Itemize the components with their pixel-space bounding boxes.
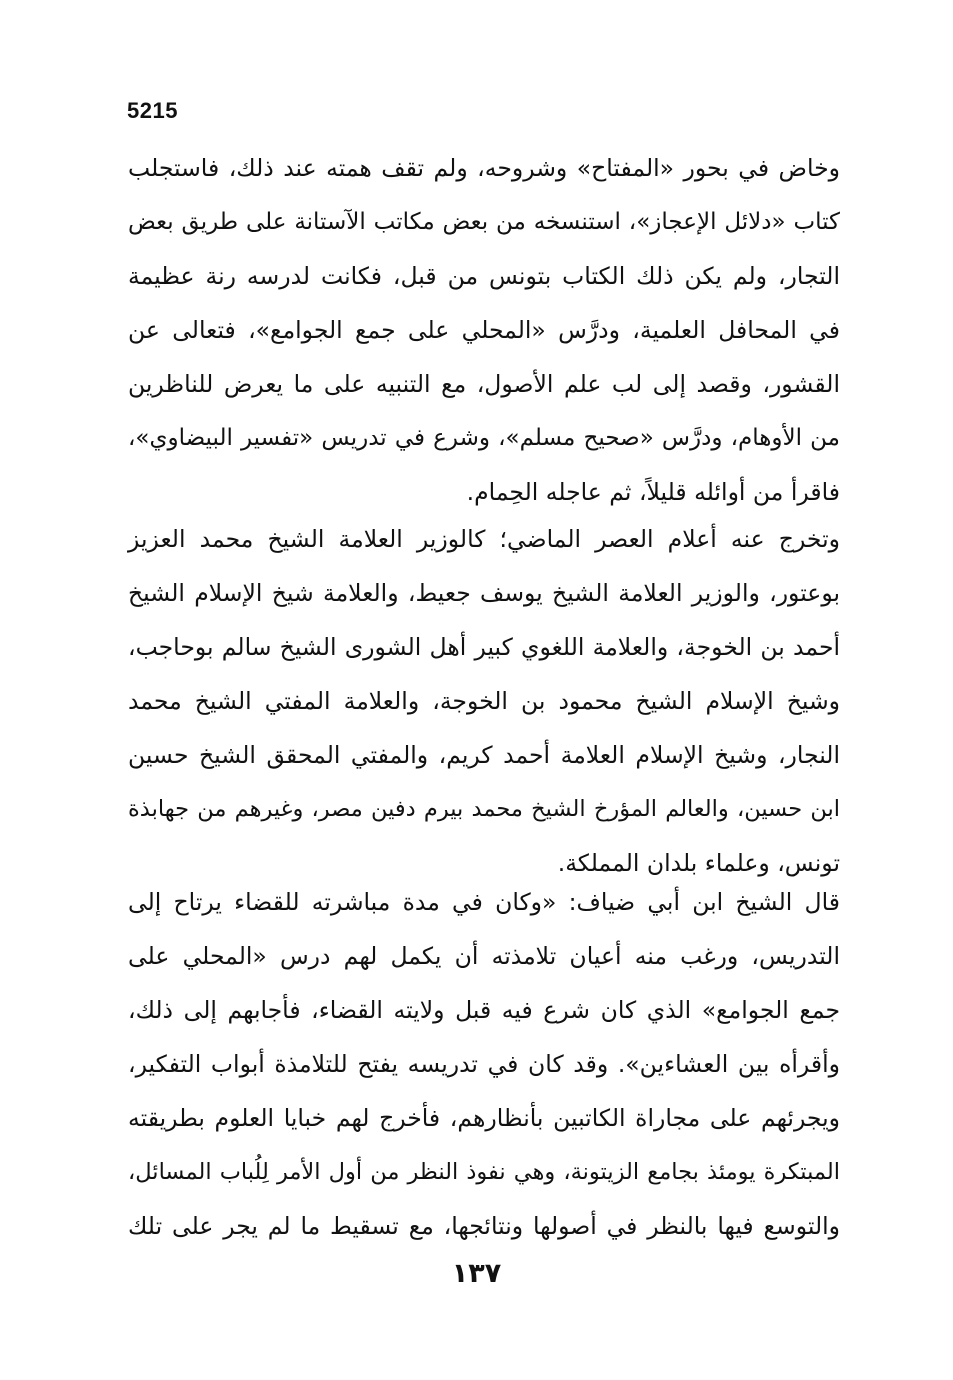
text-line: كتاب «دلائل الإعجاز»، استنسخه من بعض مكاتب الآستانة على طريق بعض — [128, 209, 840, 235]
text-line: من الأوهام، ودرَّس «صحيح مسلم»، وشرع في تدريس «تفسير البيضاوي»، — [128, 425, 840, 451]
text-line: بوعتور، والوزير العلامة الشيخ يوسف جعيط، والعلامة شيخ الإسلام الشيخ — [128, 579, 840, 607]
text-line: وأقرأه بين العشاءين». وقد كان في تدريسه يفتح للتلامذة أبواب التفكير، — [128, 1050, 840, 1078]
text-line: وخاض في بحور «المفتاح» وشروحه، ولم تقف همته عند ذلك، فاستجلب — [128, 154, 840, 182]
text-line: فاقرأ من أوائله قليلاً، ثم عاجله الحِمام. — [466, 478, 840, 506]
text-line: ويجرئهم على مجاراة الكاتبين بأنظارهم، فأخرج لهم خبايا العلوم بطريقته — [128, 1104, 840, 1132]
text-line: التجار، ولم يكن ذلك الكتاب بتونس من قبل، فكانت لدرسه رنة عظيمة — [128, 262, 840, 290]
text-line: النجار، وشيخ الإسلام العلامة أحمد كريم، والمفتي المحقق الشيخ حسين — [128, 741, 840, 769]
paragraph-3 — [128, 875, 840, 1253]
text-line: القشور، وقصد إلى لب علم الأصول، مع التنبيه على ما يعرض للناظرين — [128, 370, 840, 398]
text-line: والتوسع فيها بالنظر في أصولها ونتائجها، مع تسقيط ما لم يجر على تلك — [128, 1212, 840, 1240]
text-line: ابن حسين، والعالم المؤرخ الشيخ محمد بيرم دفين مصر، وغيرهم من جهابذة — [128, 796, 840, 822]
text-line: التدريس، ورغب منه أعيان تلامذته أن يكمل لهم درس «المحلي على — [128, 942, 840, 970]
text-line: وشيخ الإسلام الشيخ محمود بن الخوجة، والعلامة المفتي الشيخ محمد — [128, 687, 840, 715]
text-line: المبتكرة يومئذ بجامع الزيتونة، وهي نفوذ النظر من أول الأمر لِلُباب المسائل، — [128, 1159, 840, 1185]
text-line: وتخرج عنه أعلام العصر الماضي؛ كالوزير العلامة الشيخ محمد العزيز — [128, 525, 840, 553]
paragraph-2 — [128, 512, 840, 890]
page-id: 5215 — [127, 98, 178, 123]
text-line: قال الشيخ ابن أبي ضياف: «وكان في مدة مباشرته للقضاء يرتاح إلى — [128, 888, 840, 916]
page-number: ١٣٧ — [451, 1258, 502, 1289]
paragraph-1 — [128, 141, 840, 519]
text-line: في المحافل العلمية، ودرَّس «المحلي على جمع الجوامع»، فتعالى عن — [128, 316, 840, 344]
text-line: تونس، وعلماء بلدان المملكة. — [557, 849, 840, 877]
text-line: جمع الجوامع» الذي كان شرع فيه قبل ولايته القضاء، فأجابهم إلى ذلك، — [128, 996, 840, 1024]
text-line: أحمد بن الخوجة، والعلامة اللغوي كبير أهل الشورى الشيخ سالم بوحاجب، — [128, 633, 840, 661]
